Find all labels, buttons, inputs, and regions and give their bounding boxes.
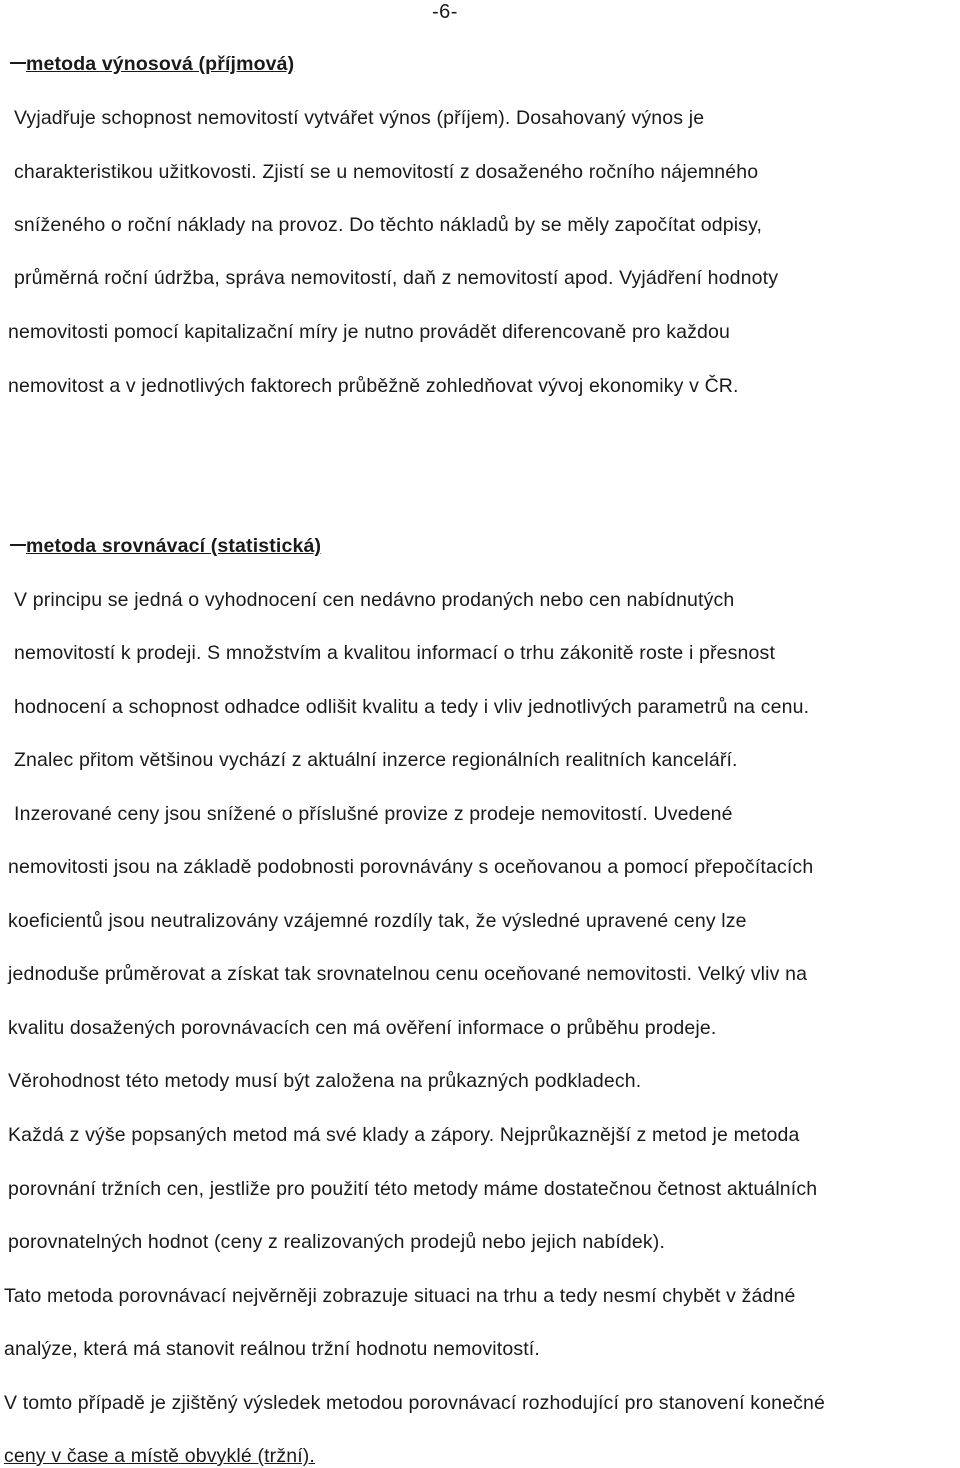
paragraph-line: porovnatelných hodnot (ceny z realizovaných prodejů nebo jejich nabídek). [8,1231,666,1253]
paragraph-line: Tato metoda porovnávací nejvěrněji zobrazuje situaci na trhu a tedy nesmí chybět v žádné [4,1285,796,1307]
paragraph-line: V principu se jedná o vyhodnocení cen nedávno prodaných nebo cen nabídnutých [14,589,735,611]
paragraph-line: hodnocení a schopnost odhadce odlišit kvalitu a tedy i vliv jednotlivých parametrů na cenu. [14,696,810,718]
paragraph-line: sníženého o roční náklady na provoz. Do těchto nákladů by se měly započítat odpisy, [14,214,763,236]
paragraph-line: Znalec přitom většinou vychází z aktuální inzerce regionálních realitních kanceláří. [14,749,738,771]
paragraph-line: kvalitu dosažených porovnávacích cen má ověření informace o průběhu prodeje. [8,1017,717,1039]
section-heading-income-method [10,52,294,76]
paragraph-line-underlined: ceny v čase a místě obvyklé (tržní). [4,1445,316,1467]
paragraph-line: porovnání tržních cen, jestliže pro použití této metody máme dostatečnou četnost aktuálních [8,1178,818,1200]
paragraph-line: nemovitosti jsou na základě podobnosti porovnávány s oceňovanou a pomocí přepočítacích [8,856,814,878]
paragraph-line: Věrohodnost této metody musí být založena na průkazných podkladech. [8,1070,642,1092]
paragraph-line: průměrná roční údržba, správa nemovitostí, daň z nemovitostí apod. Vyjádření hodnoty [14,267,779,289]
dash-bullet-icon [10,62,26,64]
page-number: -6- [432,1,458,23]
paragraph-line: Každá z výše popsaných metod má své klady a zápory. Nejprůkaznější z metod je metoda [8,1124,800,1146]
dash-bullet-icon [10,544,26,546]
paragraph-line: nemovitost a v jednotlivých faktorech průběžně zohledňovat vývoj ekonomiky v ČR. [8,375,739,397]
paragraph-line: charakteristikou užitkovosti. Zjistí se u nemovitostí z dosaženého ročního nájemného [14,161,759,183]
paragraph-line: Inzerované ceny jsou snížené o příslušné provize z prodeje nemovitostí. Uvedené [14,803,733,825]
section-heading-comparative-method [10,534,321,558]
paragraph-line: nemovitostí k prodeji. S množstvím a kvalitou informací o trhu zákonitě roste i přesnost [14,642,776,664]
paragraph-line: koeficientů jsou neutralizovány vzájemné rozdíly tak, že výsledné upravené ceny lze [8,910,747,932]
paragraph-line: analýze, která má stanovit reálnou tržní hodnotu nemovitostí. [4,1338,540,1360]
section-heading-label: metoda srovnávací (statistická) [26,535,322,557]
paragraph-line: jednoduše průměrovat a získat tak srovnatelnou cenu oceňované nemovitosti. Velký vliv na [8,963,808,985]
paragraph-line: Vyjadřuje schopnost nemovitostí vytvářet výnos (příjem). Dosahovaný výnos je [14,107,705,129]
paragraph-line: nemovitosti pomocí kapitalizační míry je nutno provádět diferencovaně pro každou [8,321,730,343]
section-heading-label: metoda výnosová (příjmová) [26,53,295,75]
paragraph-line: V tomto případě je zjištěný výsledek metodou porovnávací rozhodující pro stanovení konečné [4,1392,826,1414]
